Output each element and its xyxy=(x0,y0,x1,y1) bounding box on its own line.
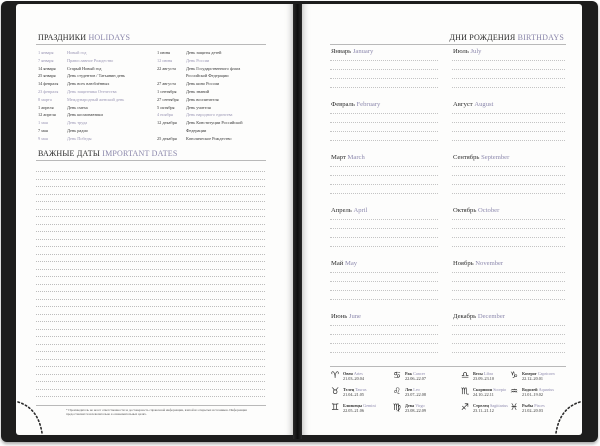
writing-line[interactable] xyxy=(36,179,265,181)
zodiac-text xyxy=(405,371,426,381)
writing-line[interactable] xyxy=(36,321,265,323)
zodiac-name-ru: Козерог xyxy=(522,371,537,376)
birthdays-title-ru: ДНИ РОЖДЕНИЯ xyxy=(449,33,516,42)
writing-line[interactable] xyxy=(452,78,565,80)
month-ru: Май xyxy=(331,260,344,267)
writing-line[interactable] xyxy=(452,334,565,336)
month-en: May xyxy=(344,260,358,267)
zodiac-dates: 22.12–20.01 xyxy=(522,376,543,381)
taurus-icon: ♉ xyxy=(330,387,340,397)
zodiac-text xyxy=(343,387,367,397)
holiday-name: Международный женский день xyxy=(67,96,125,102)
month-label xyxy=(453,207,499,214)
holiday-name: День России xyxy=(186,57,210,63)
holiday-name: День кино России xyxy=(186,81,220,87)
month-ru: Июль xyxy=(453,48,469,55)
writing-line[interactable] xyxy=(36,306,265,308)
zodiac-dates: 21.02–20.03 xyxy=(522,408,543,413)
zodiac-item xyxy=(509,387,554,397)
virgo-icon: ♍ xyxy=(392,403,402,413)
writing-line[interactable] xyxy=(36,284,265,286)
zodiac-name-ru: Скорпион xyxy=(473,387,493,392)
writing-line[interactable] xyxy=(452,343,565,345)
month-en: July xyxy=(470,48,482,55)
writing-line[interactable] xyxy=(330,69,438,71)
holiday-date: 1 апреля xyxy=(38,104,54,110)
writing-line[interactable] xyxy=(330,122,438,124)
holiday-date: 25 января xyxy=(38,73,56,79)
month-ru: Февраль xyxy=(331,101,355,108)
holiday-date: 4 ноября xyxy=(157,112,173,118)
zodiac-name-en: Capricorn xyxy=(537,371,555,376)
writing-line[interactable] xyxy=(330,237,438,239)
zodiac-name-en: Aries xyxy=(353,371,363,376)
zodiac-dates: 21.04–21.05 xyxy=(343,392,364,397)
holiday-name: День учителя xyxy=(186,104,211,110)
month-en: April xyxy=(353,207,368,214)
left-page xyxy=(16,4,293,435)
month-label xyxy=(331,101,380,108)
holiday-date: 12 декабря xyxy=(157,120,177,126)
zodiac-name-en: Aquarius xyxy=(538,387,554,392)
writing-line[interactable] xyxy=(36,209,265,211)
holiday-date: 1 января xyxy=(38,50,54,55)
writing-line[interactable] xyxy=(330,131,438,133)
writing-line[interactable] xyxy=(452,175,565,177)
zodiac-item xyxy=(392,371,426,381)
writing-line[interactable] xyxy=(36,194,265,196)
right-page xyxy=(302,4,582,435)
writing-line[interactable] xyxy=(36,246,265,248)
month-ru: Август xyxy=(453,101,473,108)
holiday-name: Католическое Рождество xyxy=(186,135,232,141)
holiday-date: 9 мая xyxy=(38,135,48,141)
writing-line[interactable] xyxy=(330,166,438,168)
important-title-ru: ВАЖНЫЕ ДАТЫ xyxy=(38,149,101,158)
holiday-name: День защиты детей xyxy=(186,50,222,55)
writing-line[interactable] xyxy=(36,216,265,218)
writing-line[interactable] xyxy=(330,352,438,354)
writing-line[interactable] xyxy=(36,276,265,278)
holiday-name: День радио xyxy=(67,128,88,133)
zodiac-name-ru: Овен xyxy=(343,371,353,376)
writing-line[interactable] xyxy=(330,228,438,230)
writing-line[interactable] xyxy=(36,359,265,361)
month-en: February xyxy=(356,101,381,108)
writing-line[interactable] xyxy=(330,272,438,274)
aries-icon: ♈ xyxy=(330,371,340,381)
zodiac-item xyxy=(392,387,426,397)
holiday-name: Федерации xyxy=(186,128,207,133)
writing-line[interactable] xyxy=(330,334,438,336)
writing-line[interactable] xyxy=(36,366,265,368)
writing-line[interactable] xyxy=(452,272,565,274)
footnote: * Производитель не несет ответственности за достоверность справочной информации, взятой из открытых источников. Информация предоставляется исключительно в ознакомительных целях. xyxy=(66,408,247,416)
writing-line[interactable] xyxy=(452,325,565,327)
zodiac-text xyxy=(473,371,494,381)
gemini-icon: ♊ xyxy=(330,403,340,413)
holiday-name: День воспитателя xyxy=(186,96,219,102)
writing-line[interactable] xyxy=(452,131,565,133)
zodiac-text xyxy=(473,387,506,397)
zodiac-item xyxy=(392,403,426,413)
zodiac-item xyxy=(330,387,367,397)
zodiac-name-ru: Стрелец xyxy=(473,403,489,408)
libra-icon: ♎ xyxy=(460,371,470,381)
pisces-icon: ♓ xyxy=(509,403,519,413)
holiday-date: 8 марта xyxy=(38,96,52,102)
stitch-corner-right xyxy=(552,400,582,435)
month-ru: Декабрь xyxy=(453,313,477,320)
aquarius-icon: ♒ xyxy=(509,387,519,397)
zodiac-name-en: Libra xyxy=(483,371,493,376)
writing-line[interactable] xyxy=(36,231,265,233)
writing-line[interactable] xyxy=(36,261,265,263)
zodiac-rule xyxy=(330,366,566,367)
month-label xyxy=(331,48,373,55)
month-ru: Апрель xyxy=(331,207,352,214)
month-ru: Октябрь xyxy=(453,207,477,214)
month-label xyxy=(453,313,505,320)
holiday-name: День защитника Отечества xyxy=(67,89,117,94)
writing-line[interactable] xyxy=(330,60,438,62)
writing-line[interactable] xyxy=(330,140,438,142)
writing-line[interactable] xyxy=(452,193,565,195)
month-en: December xyxy=(477,313,505,320)
zodiac-name-en: Leo xyxy=(413,387,420,392)
zodiac-name-en: Taurus xyxy=(355,387,367,392)
sagittarius-icon: ♐ xyxy=(460,403,470,413)
month-ru: Январь xyxy=(331,48,352,55)
month-en: August xyxy=(474,101,494,108)
stitch-corner-left xyxy=(16,400,46,435)
zodiac-text xyxy=(522,403,545,413)
holiday-name: День Конституции Российской xyxy=(186,120,243,126)
writing-line[interactable] xyxy=(36,186,265,188)
holiday-name: День всех влюблённых xyxy=(67,81,110,87)
writing-line[interactable] xyxy=(330,184,438,186)
zodiac-dates: 23.08–22.09 xyxy=(405,408,426,413)
writing-line[interactable] xyxy=(36,351,265,353)
month-ru: Ноябрь xyxy=(453,260,474,267)
writing-line[interactable] xyxy=(330,343,438,345)
holiday-name: День смеха xyxy=(67,104,88,110)
zodiac-name-ru: Близнецы xyxy=(343,403,363,408)
holiday-date: 27 сентября xyxy=(157,96,179,102)
holiday-name: День Государственного флага xyxy=(186,65,241,71)
month-en: September xyxy=(481,154,510,161)
writing-line[interactable] xyxy=(330,246,438,248)
writing-line[interactable] xyxy=(36,239,265,241)
writing-line[interactable] xyxy=(452,290,565,292)
holiday-date: 27 августа xyxy=(157,81,176,87)
holiday-name: Православное Рождество xyxy=(67,57,114,63)
birthdays-title xyxy=(449,33,564,42)
zodiac-text xyxy=(473,403,508,413)
writing-line[interactable] xyxy=(36,314,265,316)
holiday-name: День народного единства xyxy=(186,112,233,118)
writing-line[interactable] xyxy=(36,171,265,173)
writing-line[interactable] xyxy=(330,113,438,115)
writing-line[interactable] xyxy=(452,228,565,230)
holiday-name: День знаний xyxy=(186,89,210,94)
zodiac-dates: 21.03–20.04 xyxy=(343,376,364,381)
month-ru: Июнь xyxy=(331,313,348,320)
zodiac-text xyxy=(405,387,426,397)
zodiac-name-ru: Лев xyxy=(405,387,413,392)
writing-line[interactable] xyxy=(452,246,565,248)
writing-line[interactable] xyxy=(36,374,265,376)
month-label xyxy=(331,313,361,320)
important-rule xyxy=(36,160,266,161)
holidays-rule xyxy=(36,44,266,45)
zodiac-dates: 24.10–22.11 xyxy=(473,392,494,397)
holidays-title-ru: ПРАЗДНИКИ xyxy=(38,33,87,42)
zodiac-name-ru: Телец xyxy=(343,387,355,392)
spine xyxy=(293,4,302,439)
zodiac-text xyxy=(522,387,554,397)
writing-line[interactable] xyxy=(330,299,438,301)
zodiac-text xyxy=(343,403,376,413)
birthdays-title-en: BIRTHDAYS xyxy=(517,33,564,42)
zodiac-text xyxy=(522,371,555,381)
writing-line[interactable] xyxy=(330,325,438,327)
holiday-date: 22 августа xyxy=(157,65,176,71)
holiday-name: День космонавтики xyxy=(67,112,103,118)
holiday-date: 1 мая xyxy=(38,120,48,126)
writing-line[interactable] xyxy=(330,219,438,221)
writing-line[interactable] xyxy=(452,219,565,221)
footnote-rule xyxy=(36,405,266,406)
holiday-date: 12 апреля xyxy=(38,112,56,118)
writing-line[interactable] xyxy=(36,344,265,346)
writing-line[interactable] xyxy=(36,389,265,391)
month-label xyxy=(453,260,503,267)
writing-line[interactable] xyxy=(452,281,565,283)
month-en: November xyxy=(475,260,504,267)
writing-line[interactable] xyxy=(36,201,265,203)
holiday-date: 5 октября xyxy=(157,104,175,110)
zodiac-name-ru: Водолей xyxy=(522,387,538,392)
writing-line[interactable] xyxy=(452,69,565,71)
holiday-name: День труда xyxy=(67,120,88,126)
holidays-title xyxy=(38,33,130,42)
writing-line[interactable] xyxy=(452,352,565,354)
month-en: June xyxy=(348,313,361,320)
writing-line[interactable] xyxy=(452,60,565,62)
zodiac-name-ru: Дева xyxy=(405,403,415,408)
month-ru: Март xyxy=(331,154,346,161)
holidays-title-en: HOLIDAYS xyxy=(88,33,131,42)
month-label xyxy=(453,101,493,108)
holiday-date: 14 января xyxy=(38,65,56,71)
zodiac-dates: 22.06–22.07 xyxy=(405,376,426,381)
writing-line[interactable] xyxy=(36,224,265,226)
writing-line[interactable] xyxy=(452,166,565,168)
holiday-name: День Победы xyxy=(67,135,92,141)
zodiac-item xyxy=(460,371,494,381)
zodiac-item xyxy=(509,403,545,413)
zodiac-text xyxy=(343,371,364,381)
writing-line[interactable] xyxy=(452,237,565,239)
holiday-name: Новый год xyxy=(67,50,87,55)
holiday-date: 25 декабря xyxy=(157,135,177,141)
zodiac-name-ru: Весы xyxy=(473,371,483,376)
holiday-date: 7 января xyxy=(38,57,54,63)
writing-line[interactable] xyxy=(330,175,438,177)
zodiac-name-ru: Рак xyxy=(405,371,413,376)
zodiac-item xyxy=(509,371,555,381)
holiday-date: 12 июня xyxy=(157,57,173,63)
zodiac-item xyxy=(460,387,506,397)
capricorn-icon: ♑ xyxy=(509,371,519,381)
holiday-date: 1 июня xyxy=(157,50,171,55)
month-ru: Сентябрь xyxy=(453,154,480,161)
leo-icon: ♌ xyxy=(392,387,402,397)
holiday-name: Российской Федерации xyxy=(186,73,229,79)
month-en: March xyxy=(347,154,365,161)
zodiac-item xyxy=(330,403,376,413)
month-label xyxy=(331,207,367,214)
month-en: October xyxy=(478,207,500,214)
writing-line[interactable] xyxy=(36,329,265,331)
zodiac-name-en: Sagittarius xyxy=(489,403,508,408)
zodiac-name-en: Cancer xyxy=(413,371,425,376)
zodiac-dates: 23.07–22.08 xyxy=(405,392,426,397)
zodiac-name-en: Pisces xyxy=(534,403,545,408)
writing-line[interactable] xyxy=(36,299,265,301)
writing-line[interactable] xyxy=(36,396,265,398)
zodiac-name-en: Virgo xyxy=(415,403,425,408)
month-label xyxy=(331,154,365,161)
zodiac-item xyxy=(460,403,508,413)
writing-line[interactable] xyxy=(36,269,265,271)
zodiac-item xyxy=(330,371,364,381)
holiday-date: 14 февраля xyxy=(38,81,59,87)
writing-line[interactable] xyxy=(452,113,565,115)
writing-line[interactable] xyxy=(330,281,438,283)
zodiac-name-ru: Рыбы xyxy=(522,403,534,408)
writing-line[interactable] xyxy=(452,140,565,142)
zodiac-dates: 23.09–23.10 xyxy=(473,376,494,381)
writing-line[interactable] xyxy=(36,336,265,338)
holiday-name: День студентов / Татьянин день xyxy=(67,73,126,79)
month-label xyxy=(331,260,357,267)
holiday-name: Старый Новый год xyxy=(67,65,102,71)
month-label xyxy=(453,48,481,55)
birthdays-rule xyxy=(330,44,566,45)
zodiac-dates: 21.01–19.02 xyxy=(522,392,543,397)
holiday-date: 7 мая xyxy=(38,128,48,133)
writing-line[interactable] xyxy=(330,78,438,80)
writing-line[interactable] xyxy=(36,254,265,256)
zodiac-dates: 23.11–21.12 xyxy=(473,408,494,413)
writing-line[interactable] xyxy=(330,290,438,292)
writing-line[interactable] xyxy=(452,87,565,89)
scorpio-icon: ♏ xyxy=(460,387,470,397)
writing-line[interactable] xyxy=(36,291,265,293)
zodiac-text xyxy=(405,403,426,413)
holiday-date: 1 сентября xyxy=(157,89,177,94)
writing-line[interactable] xyxy=(330,87,438,89)
writing-line[interactable] xyxy=(330,193,438,195)
zodiac-name-en: Gemini xyxy=(363,403,376,408)
month-en: January xyxy=(352,48,374,55)
zodiac-name-en: Scorpio xyxy=(493,387,507,392)
cancer-icon: ♋ xyxy=(392,371,402,381)
writing-line[interactable] xyxy=(452,122,565,124)
important-title xyxy=(38,149,178,158)
zodiac-dates: 22.05–21.06 xyxy=(343,408,364,413)
holiday-date: 23 февраля xyxy=(38,89,59,94)
writing-line[interactable] xyxy=(452,184,565,186)
important-title-en: IMPORTANT DATES xyxy=(102,149,178,158)
writing-line[interactable] xyxy=(452,299,565,301)
writing-line[interactable] xyxy=(36,381,265,383)
month-label xyxy=(453,154,509,161)
